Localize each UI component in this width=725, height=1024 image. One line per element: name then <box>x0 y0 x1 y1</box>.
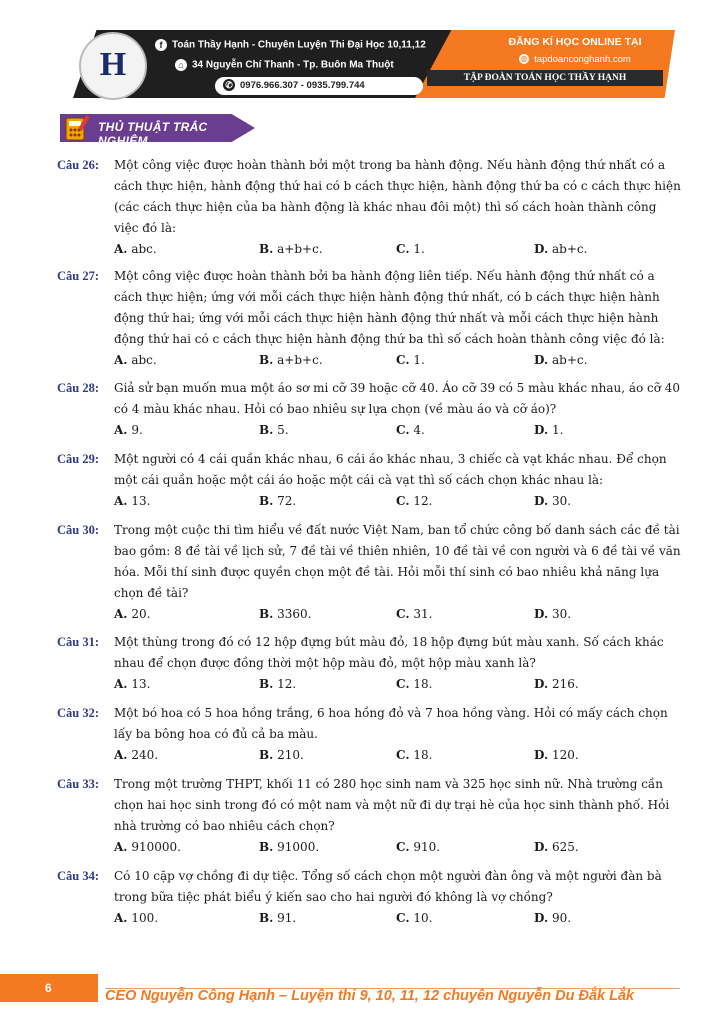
question-label: Câu 31: <box>57 635 100 649</box>
question-26 <box>57 155 682 260</box>
option-c[interactable]: C. 18. <box>396 748 433 762</box>
calculator-icon <box>62 112 94 144</box>
option-c[interactable]: C. 18. <box>396 677 433 691</box>
brand-logo <box>79 32 147 100</box>
option-b[interactable]: B. 3360. <box>259 607 312 621</box>
option-b[interactable]: B. 5. <box>259 423 289 437</box>
group-bar <box>427 70 663 86</box>
question-30 <box>57 520 682 625</box>
option-c[interactable]: C. 12. <box>396 494 433 508</box>
question-label: Câu 34: <box>57 869 100 883</box>
option-a[interactable]: A. 910000. <box>114 840 181 854</box>
address-text: 34 Nguyễn Chí Thanh - Tp. Buôn Ma Thuột <box>192 59 394 71</box>
question-text: Giả sử bạn muốn mua một áo sơ mi cỡ 39 hoặc cỡ 40. Áo cỡ 39 có 5 màu khác nhau, áo cỡ 40 có 4 màu khác nhau. Hỏi có bao nhiêu sự lựa chọn (về màu áo và cỡ áo)? <box>114 381 681 416</box>
option-c[interactable]: C. 10. <box>396 911 433 925</box>
answer-options <box>114 491 682 512</box>
option-a[interactable]: A. 13. <box>114 494 151 508</box>
question-text: Một bó hoa có 5 hoa hồng trắng, 6 hoa hồng đỏ và 7 hoa hồng vàng. Hỏi có mấy cách chọn lấy ba bông hoa có đủ cả ba màu. <box>114 706 668 741</box>
address-line <box>175 59 394 71</box>
facebook-text: Toán Thầy Hạnh - Chuyên Luyện Thi Đại Học 10,11,12 <box>172 39 426 51</box>
footer-text: CEO Nguyễn Công Hạnh – Luyện thi 9, 10, 11, 12 chuyên Nguyễn Du Đắk Lắk <box>105 988 635 1004</box>
option-d[interactable]: D. 30. <box>534 494 572 508</box>
question-text: Một công việc được hoàn thành bởi một trong ba hành động. Nếu hành động thứ nhất có a cách thực hiện, hành động thứ hai có b cách thực hiện, hành động thứ ba có c cách thực hiện (các cách thực hiện của ba hành động là khác nhau đôi một) thì số cách hoàn thành công việc đó là: <box>114 158 681 235</box>
option-b[interactable]: B. 91. <box>259 911 297 925</box>
option-d[interactable]: D. 1. <box>534 423 564 437</box>
website-text[interactable]: tapdoanconghanh.com <box>534 54 631 65</box>
phone-pill <box>215 77 423 95</box>
answer-options <box>114 674 682 695</box>
option-a[interactable]: A. abc. <box>114 242 157 256</box>
phone-icon: ✆ <box>223 79 235 91</box>
logo-letter: H <box>99 46 127 83</box>
question-28 <box>57 378 682 441</box>
option-b[interactable]: B. a+b+c. <box>259 353 323 367</box>
option-b[interactable]: B. a+b+c. <box>259 242 323 256</box>
question-text: Một thùng trong đó có 12 hộp đựng bút màu đỏ, 18 hộp đựng bút màu xanh. Số cách khác nhau để chọn được đồng thời một hộp màu đỏ, một hộp màu xanh là? <box>114 635 664 670</box>
option-a[interactable]: A. 240. <box>114 748 159 762</box>
answer-options <box>114 239 682 260</box>
home-icon: ⌂ <box>175 59 187 71</box>
option-d[interactable]: D. 216. <box>534 677 579 691</box>
answer-options <box>114 604 682 625</box>
option-a[interactable]: A. 20. <box>114 607 151 621</box>
question-text: Trong một cuộc thi tìm hiểu về đất nước Việt Nam, ban tổ chức công bố danh sách các đề tài bao gồm: 8 đề tài về lịch sử, 7 đề tài về thiên nhiên, 10 đề tài về con người và 6 đề tài về văn hóa. Mỗi thí sinh được quyền chọn một đề tài. Hỏi mỗi thí sinh có bao nhiêu khả năng lựa chọn đề tài? <box>114 523 681 600</box>
question-27 <box>57 266 682 371</box>
question-text: Một công việc được hoàn thành bởi ba hành động liên tiếp. Nếu hành động thứ nhất có a cách thực hiện; ứng với mỗi cách thực hiện hành động thứ nhất, có b cách thực hiện hành động thứ hai; ứng với mỗi cách thực hiện hành động thứ nhất và mỗi cách thực hiện hành động thứ hai có c cách thực hiện hành động thứ ba thì số cách hoàn thành công việc đó là: <box>114 269 665 346</box>
website-line <box>485 54 665 65</box>
answer-options <box>114 350 682 371</box>
option-d[interactable]: D. 625. <box>534 840 579 854</box>
section-tag <box>60 112 255 148</box>
option-c[interactable]: C. 4. <box>396 423 425 437</box>
group-text: TẬP ĐOÀN TOÁN HỌC THẦY HẠNH <box>463 73 627 83</box>
question-label: Câu 28: <box>57 381 100 395</box>
section-tag-text: THỦ THUẬT TRẮC NGHIỆM <box>98 120 208 148</box>
question-label: Câu 27: <box>57 269 100 283</box>
question-label: Câu 26: <box>57 158 100 172</box>
option-c[interactable]: C. 1. <box>396 242 425 256</box>
answer-options <box>114 908 682 929</box>
question-text: Trong một trường THPT, khối 11 có 280 học sinh nam và 325 học sinh nữ. Nhà trường cần chọn hai học sinh trong đó có một nam và một nữ đi dự trại hè của học sinh thành phố. Hỏi nhà trường có bao nhiêu cách chọn? <box>114 777 670 833</box>
question-29 <box>57 449 682 512</box>
answer-options <box>114 420 682 441</box>
option-b[interactable]: B. 12. <box>259 677 297 691</box>
option-c[interactable]: C. 910. <box>396 840 441 854</box>
answer-options <box>114 837 682 858</box>
option-b[interactable]: B. 210. <box>259 748 304 762</box>
question-33 <box>57 774 682 858</box>
globe-icon: ◍ <box>520 54 528 64</box>
option-d[interactable]: D. 90. <box>534 911 572 925</box>
option-d[interactable]: D. 30. <box>534 607 572 621</box>
answer-options <box>114 745 682 766</box>
option-a[interactable]: A. abc. <box>114 353 157 367</box>
option-b[interactable]: B. 72. <box>259 494 297 508</box>
option-a[interactable]: A. 9. <box>114 423 143 437</box>
question-label: Câu 33: <box>57 777 100 791</box>
option-b[interactable]: B. 91000. <box>259 840 320 854</box>
option-d[interactable]: D. 120. <box>534 748 579 762</box>
phone-text: 0976.966.307 - 0935.799.744 <box>240 80 365 91</box>
option-c[interactable]: C. 1. <box>396 353 425 367</box>
facebook-icon: f <box>155 39 167 51</box>
question-text: Một người có 4 cái quần khác nhau, 6 cái áo khác nhau, 3 chiếc cà vạt khác nhau. Để chọn một cái quần hoặc một cái áo hoặc một cái cà vạt thì số cách chọn khác nhau là: <box>114 452 667 487</box>
question-label: Câu 30: <box>57 523 100 537</box>
page-header <box>55 30 675 98</box>
question-34 <box>57 866 682 929</box>
page-number: 6 <box>45 981 52 995</box>
question-32 <box>57 703 682 766</box>
question-text: Có 10 cặp vợ chồng đi dự tiệc. Tổng số cách chọn một người đàn ông và một người đàn bà trong bữa tiệc phát biểu ý kiến sao cho hai người đó không là vợ chồng? <box>114 869 662 904</box>
option-d[interactable]: D. ab+c. <box>534 242 588 256</box>
option-a[interactable]: A. 13. <box>114 677 151 691</box>
question-label: Câu 32: <box>57 706 100 720</box>
question-label: Câu 29: <box>57 452 100 466</box>
option-a[interactable]: A. 100. <box>114 911 159 925</box>
option-c[interactable]: C. 31. <box>396 607 433 621</box>
option-d[interactable]: D. ab+c. <box>534 353 588 367</box>
facebook-line <box>155 39 426 51</box>
register-title: ĐĂNG KÍ HỌC ONLINE TẠI <box>508 36 642 48</box>
question-31 <box>57 632 682 695</box>
